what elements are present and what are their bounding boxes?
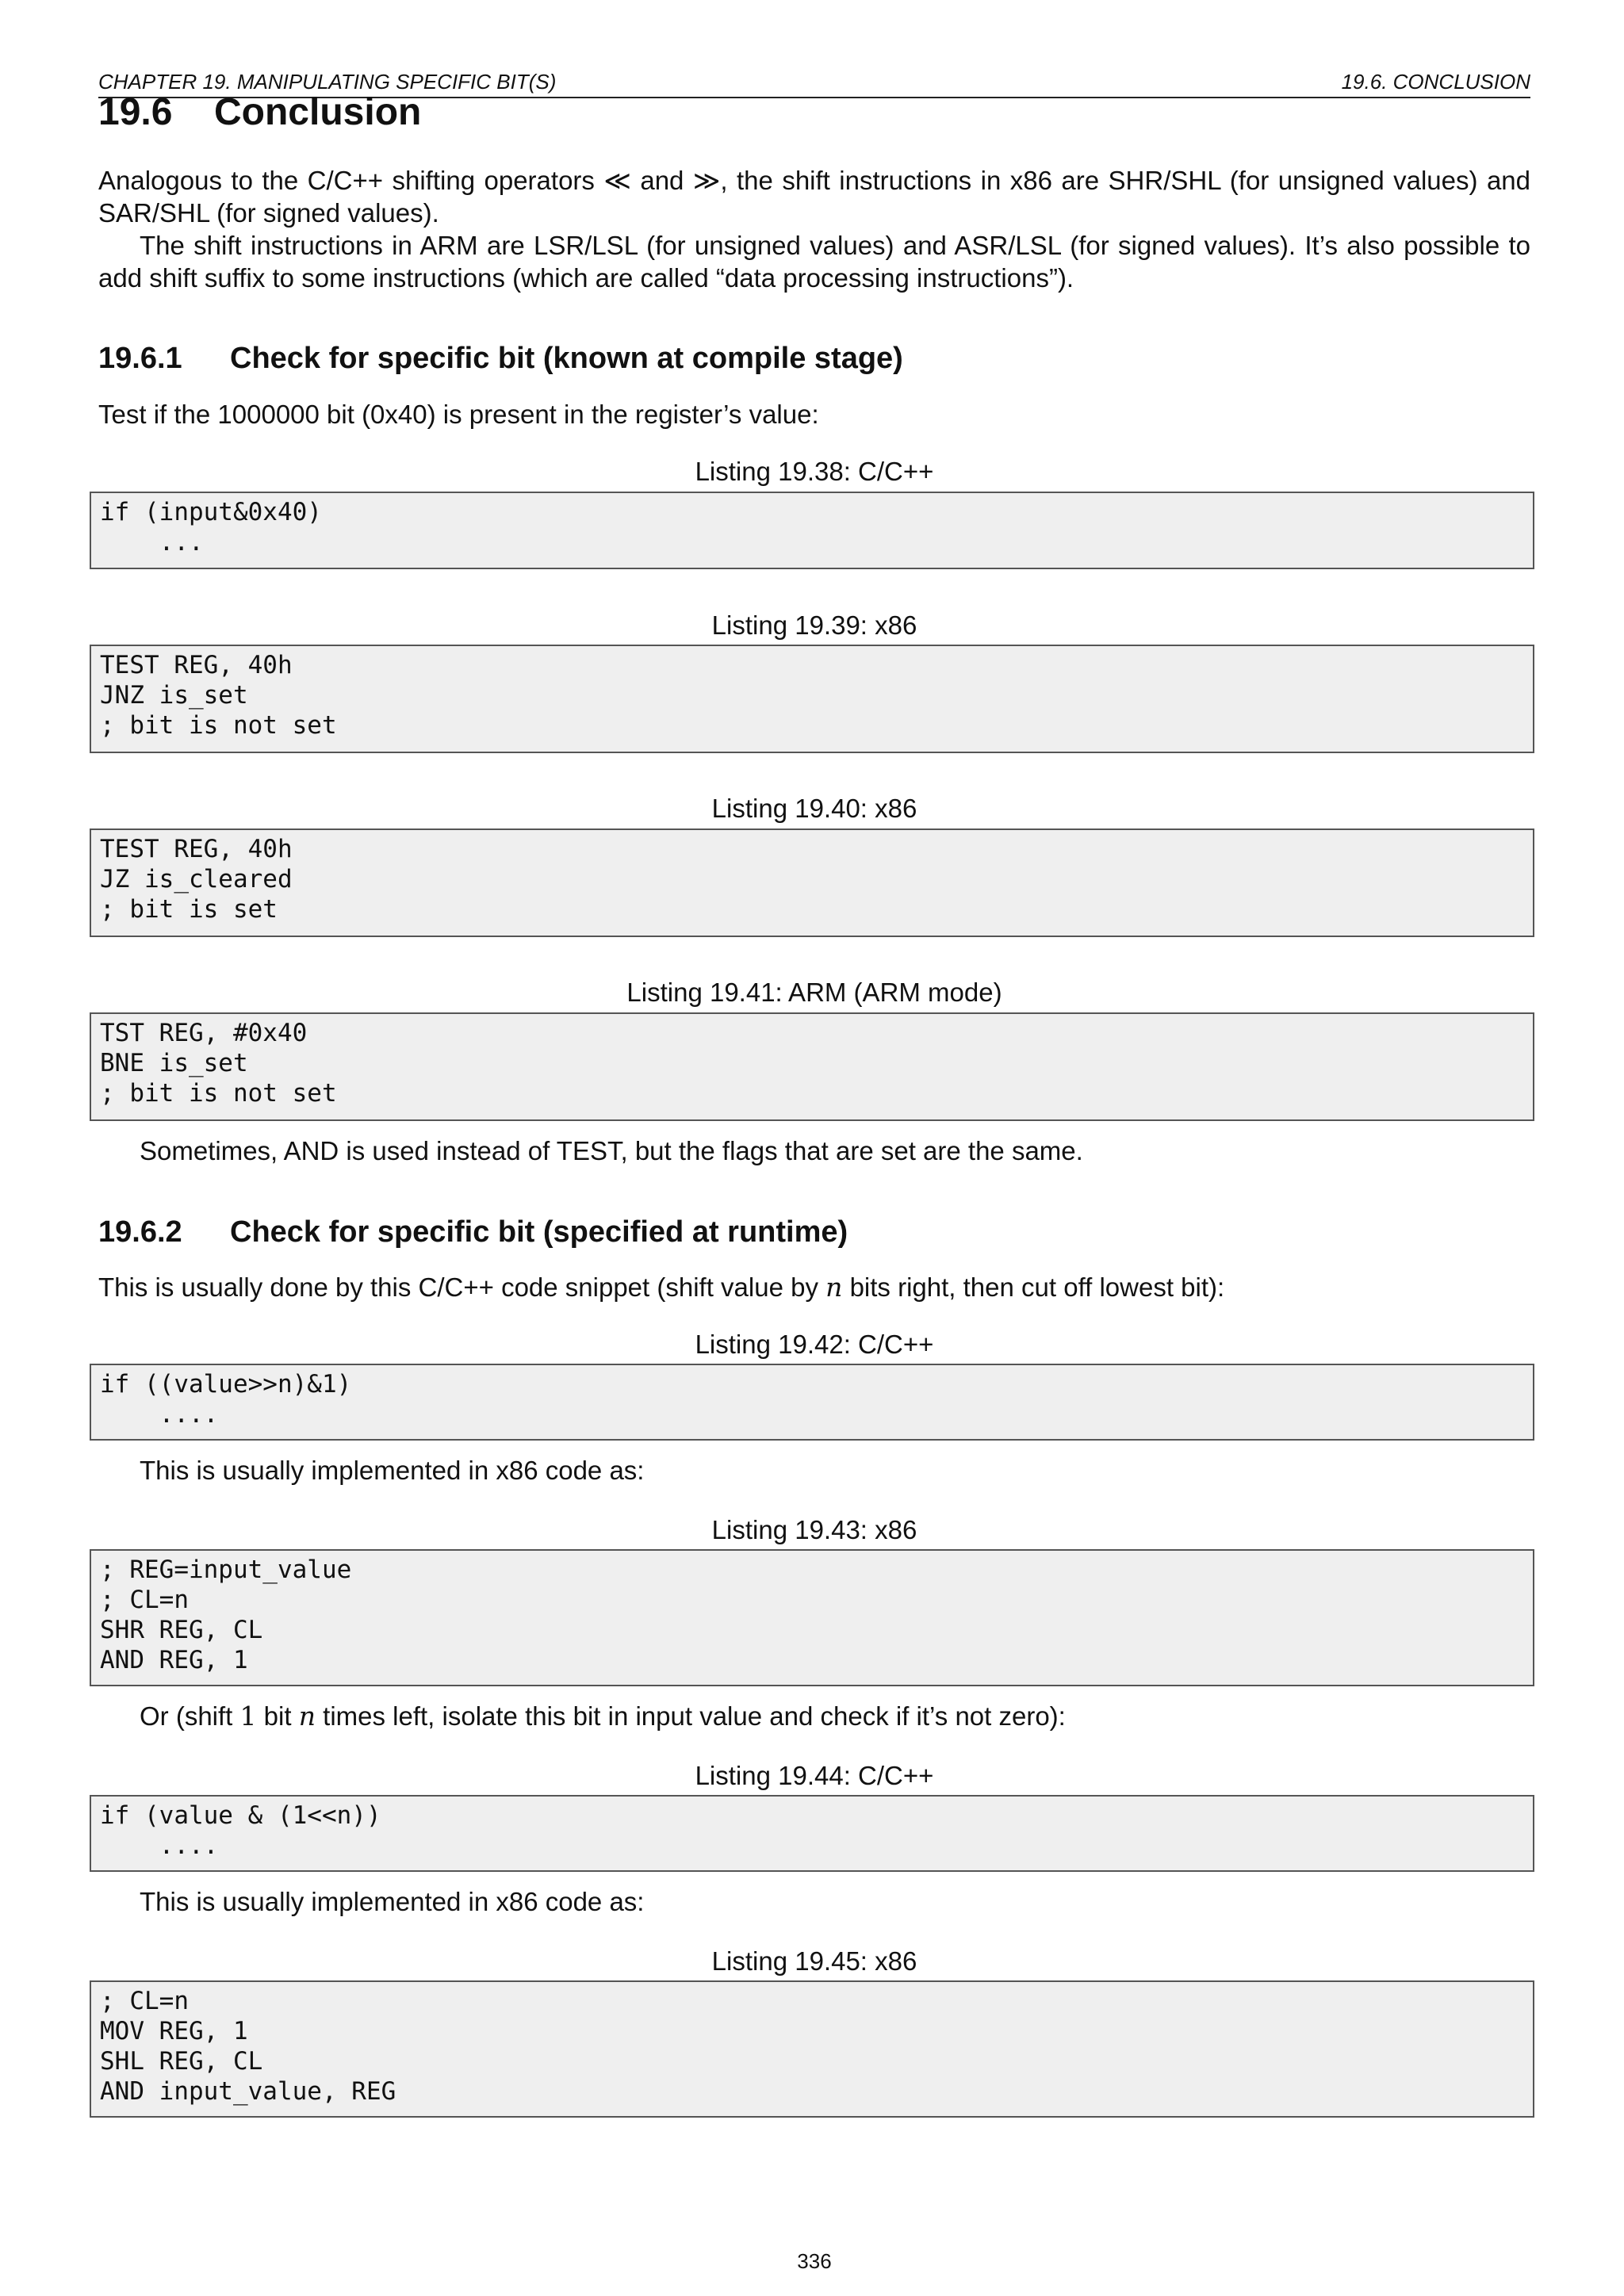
code-listing	[90, 1980, 1534, 2118]
code-block: ; REG=input_value ; CL=n SHR REG, CL AND REG, 1	[100, 1556, 352, 1674]
subsection-number-2: 19.6.2	[98, 1215, 182, 1249]
sub2-or-part-c: times left, isolate this bit in input value and check if it’s not zero):	[315, 1701, 1066, 1731]
code-block: TEST REG, 40h JZ is_cleared ; bit is set	[100, 835, 293, 924]
math-variable-n: n	[825, 1272, 843, 1303]
sub2-impl-text-1: This is usually implemented in x86 code as:	[140, 1456, 645, 1485]
code-block: if (input&0x40) ...	[100, 498, 322, 557]
subsection-title-1	[98, 339, 903, 377]
intro-paragraph-2: The shift instructions in ARM are LSR/LSL (for unsigned values) and ASR/LSL (for signed values). It’s also possible to add shift suffix to some instructions (which are called “data processing instructions”).	[98, 231, 1530, 293]
subsection-title-text-1: Check for specific bit (known at compile stage)	[230, 342, 903, 375]
sub2-intro-part-b: bits right, then cut off lowest bit):	[842, 1272, 1225, 1302]
code-listing	[90, 1549, 1534, 1686]
code-block: if ((value>>n)&1) ....	[100, 1370, 352, 1429]
sub2-or-text	[98, 1700, 1530, 1732]
section-title	[98, 89, 421, 136]
listing-caption: Listing 19.39: x86	[711, 610, 917, 640]
code-listing	[90, 1012, 1534, 1121]
code-block: TEST REG, 40h JNZ is_set ; bit is not set	[100, 651, 337, 740]
code-listing	[90, 492, 1534, 569]
sub2-intro-part-a: This is usually done by this C/C++ code snippet (shift value by	[98, 1272, 826, 1302]
sub2-impl-text-2: This is usually implemented in x86 code as:	[140, 1887, 645, 1916]
header-chapter: CHAPTER 19. MANIPULATING SPECIFIC BIT(S)	[98, 70, 557, 94]
code-block: ; CL=n MOV REG, 1 SHL REG, CL AND input_value, REG	[100, 1987, 396, 2106]
listing-caption: Listing 19.41: ARM (ARM mode)	[626, 978, 1002, 1007]
code-listing	[90, 828, 1534, 937]
document-page	[98, 0, 1530, 2296]
section-title-text: Conclusion	[214, 91, 422, 133]
code-block: TST REG, #0x40 BNE is_set ; bit is not set	[100, 1019, 337, 1108]
code-listing	[90, 645, 1534, 753]
listing-caption: Listing 19.42: C/C++	[695, 1330, 934, 1359]
sub2-intro-text	[98, 1271, 1530, 1303]
subsection-title-text-2: Check for specific bit (specified at runtime)	[230, 1215, 848, 1249]
listing-caption: Listing 19.40: x86	[711, 794, 917, 823]
listing-caption: Listing 19.44: C/C++	[695, 1761, 934, 1790]
section-number: 19.6	[98, 91, 173, 133]
math-number-1: 1	[239, 1701, 257, 1732]
sub1-intro-text: Test if the 1000000 bit (0x40) is present in the register’s value:	[98, 400, 819, 429]
subsection-number-1: 19.6.1	[98, 342, 182, 375]
header-section: 19.6. CONCLUSION	[1341, 70, 1530, 94]
sub1-after-text: Sometimes, AND is used instead of TEST, but the flags that are set are the same.	[140, 1136, 1083, 1165]
page-number: 336	[797, 2249, 832, 2273]
sub2-or-part-b: bit	[256, 1701, 299, 1731]
listing-caption: Listing 19.43: x86	[711, 1515, 917, 1544]
code-listing	[90, 1364, 1534, 1441]
listing-caption: Listing 19.45: x86	[711, 1946, 917, 1976]
math-variable-n: n	[298, 1701, 316, 1732]
code-block: if (value & (1<<n)) ....	[100, 1801, 381, 1860]
subsection-title-2	[98, 1213, 848, 1251]
sub2-or-part-a: Or (shift	[140, 1701, 240, 1731]
intro-paragraph-1: Analogous to the C/C++ shifting operators ≪ and ≫, the shift instructions in x86 are SHR/SHL (for unsigned values) and SAR/SHL (for signed values).	[98, 166, 1530, 228]
code-listing	[90, 1795, 1534, 1872]
listing-caption: Listing 19.38: C/C++	[695, 457, 934, 486]
